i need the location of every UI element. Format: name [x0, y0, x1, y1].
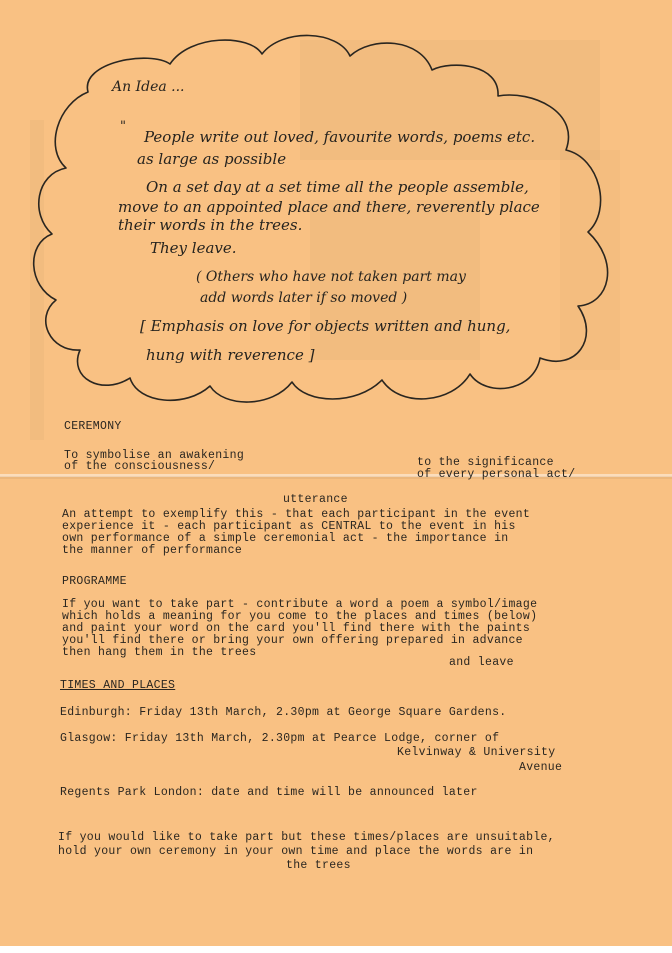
programme-heading: PROGRAMME: [62, 575, 127, 588]
closing-line: hold your own ceremony in your own time and place the words are in: [58, 845, 534, 858]
ceremony-paragraph-line: own performance of a simple ceremonial act - the importance in: [62, 532, 509, 545]
idea-line: their words in the trees.: [118, 216, 303, 234]
programme-line: which holds a meaning for you come to the places and times (below): [62, 610, 538, 623]
idea-line: They leave.: [150, 239, 237, 257]
idea-quote-mark: ": [120, 119, 126, 134]
idea-line: People write out loved, favourite words, poems etc.: [144, 128, 536, 146]
ceremony-paragraph-line: the manner of performance: [62, 544, 243, 557]
idea-line: add words later if so moved ): [200, 290, 408, 306]
idea-line: ( Others who have not taken part may: [196, 269, 466, 285]
idea-line: [ Emphasis on love for objects written and hung,: [140, 317, 511, 335]
ceremony-right-line: to the significance: [417, 456, 554, 469]
closing-line: the trees: [286, 859, 351, 872]
ceremony-paragraph-line: An attempt to exemplify this - that each participant in the event: [62, 508, 531, 521]
times-heading: TIMES AND PLACES: [60, 679, 176, 692]
scan-bottom-edge: [0, 946, 672, 953]
idea-line: as large as possible: [137, 150, 287, 168]
ceremony-heading: CEREMONY: [64, 420, 122, 433]
programme-line: If you want to take part - contribute a word a poem a symbol/image: [62, 598, 538, 611]
ceremony-right-line: of every personal act/: [417, 468, 576, 481]
idea-line: On a set day at a set time all the people assemble,: [146, 178, 529, 196]
utterance-label: utterance: [283, 493, 348, 506]
programme-line: and paint your word on the card you'll find there with the paints: [62, 622, 531, 635]
glasgow-line: Avenue: [519, 761, 563, 774]
programme-line: then hang them in the trees: [62, 646, 257, 659]
glasgow-line: Kelvinway & University: [397, 746, 556, 759]
ceremony-paragraph-line: experience it - each participant as CENTRAL to the event in his: [62, 520, 516, 533]
ceremony-left-line: of the consciousness/: [64, 460, 216, 473]
idea-title: An Idea ...: [112, 79, 185, 95]
idea-line: move to an appointed place and there, reverently place: [118, 198, 540, 216]
ceremony-left-line: To symbolise an awakening: [64, 449, 245, 462]
idea-line: hung with reverence ]: [146, 346, 315, 364]
programme-and-leave: and leave: [449, 656, 514, 669]
closing-line: If you would like to take part but these times/places are unsuitable,: [58, 831, 555, 844]
edinburgh-line: Edinburgh: Friday 13th March, 2.30pm at George Square Gardens.: [60, 706, 507, 719]
programme-line: you'll find there or bring your own offering prepared in advance: [62, 634, 523, 647]
london-line: Regents Park London: date and time will be announced later: [60, 786, 478, 799]
glasgow-line: Glasgow: Friday 13th March, 2.30pm at Pearce Lodge, corner of: [60, 732, 500, 745]
